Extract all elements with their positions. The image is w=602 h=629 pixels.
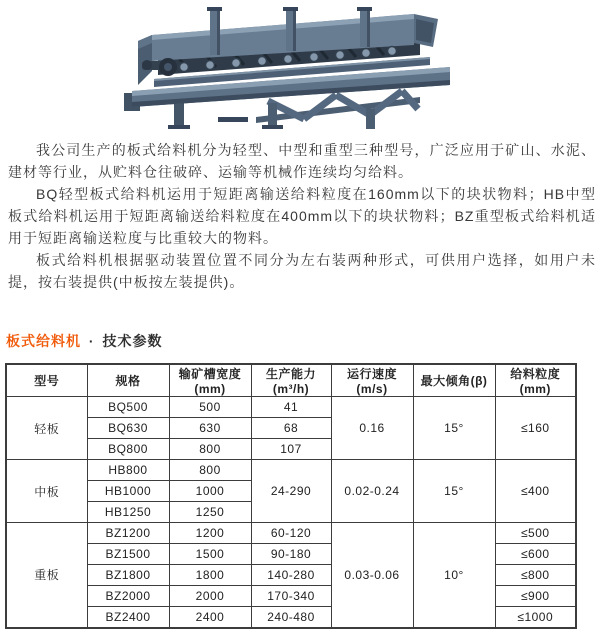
width-cell: 800 bbox=[169, 460, 251, 481]
particle-cell: ≤600 bbox=[495, 544, 576, 565]
header-max-angle: 最大倾角(β) bbox=[413, 364, 495, 397]
plate-feeder-machine-illustration bbox=[118, 5, 458, 131]
table-row bbox=[6, 397, 576, 418]
width-cell: 1500 bbox=[169, 544, 251, 565]
header-particle-size: 给料粒度(mm) bbox=[495, 364, 576, 397]
header-trough-width: 输矿槽宽度(mm) bbox=[169, 364, 251, 397]
width-cell: 1200 bbox=[169, 523, 251, 544]
header-model-type: 型号 bbox=[6, 364, 87, 397]
spec-cell: HB800 bbox=[87, 460, 169, 481]
spec-cell: BZ2400 bbox=[87, 607, 169, 628]
width-cell: 1800 bbox=[169, 565, 251, 586]
spec-cell: BQ800 bbox=[87, 439, 169, 460]
section-title bbox=[6, 331, 162, 351]
width-cell: 2000 bbox=[169, 586, 251, 607]
table-row bbox=[6, 523, 576, 544]
capacity-cell: 170-340 bbox=[251, 586, 331, 607]
model-usage-paragraph: BQ轻型板式给料机运用于短距离输送给料粒度在160mm以下的块状物料；HB中型板式给料机运用于短距离输送给料粒度在400mm以下的块状物料；BZ重型板式给料机适用于短距离输送粒度与比重较大的物料。 bbox=[8, 186, 596, 246]
spec-cell: BQ500 bbox=[87, 397, 169, 418]
width-cell: 2400 bbox=[169, 607, 251, 628]
particle-cell: ≤400 bbox=[495, 460, 576, 523]
type-cell: 轻板 bbox=[6, 397, 87, 460]
intro-paragraph: 我公司生产的板式给料机分为轻型、中型和重型三种型号，广泛应用于矿山、水泥、建材等行业，从贮料仓往破碎、运输等机械作连续均匀给料。 bbox=[8, 142, 596, 180]
section-title-suffix: 技术参数 bbox=[102, 333, 163, 349]
spec-cell: BZ1200 bbox=[87, 523, 169, 544]
spec-cell: BZ2000 bbox=[87, 586, 169, 607]
spec-cell: BZ1500 bbox=[87, 544, 169, 565]
header-capacity: 生产能力(m³/h) bbox=[251, 364, 331, 397]
type-cell: 重板 bbox=[6, 523, 87, 628]
particle-cell: ≤160 bbox=[495, 397, 576, 460]
header-speed: 运行速度(m/s) bbox=[331, 364, 413, 397]
table-header-row bbox=[6, 364, 576, 397]
width-cell: 500 bbox=[169, 397, 251, 418]
spec-cell: HB1250 bbox=[87, 502, 169, 523]
angle-cell: 15° bbox=[413, 397, 495, 460]
product-photo bbox=[118, 5, 458, 131]
capacity-cell: 68 bbox=[251, 418, 331, 439]
description-text bbox=[8, 139, 596, 293]
particle-cell: ≤500 bbox=[495, 523, 576, 544]
width-cell: 630 bbox=[169, 418, 251, 439]
header-spec: 规格 bbox=[87, 364, 169, 397]
speed-cell: 0.16 bbox=[331, 397, 413, 460]
particle-cell: ≤900 bbox=[495, 586, 576, 607]
capacity-cell: 107 bbox=[251, 439, 331, 460]
speed-cell: 0.03-0.06 bbox=[331, 523, 413, 628]
section-title-product: 板式给料机 bbox=[6, 333, 81, 349]
angle-cell: 15° bbox=[413, 460, 495, 523]
capacity-cell: 140-280 bbox=[251, 565, 331, 586]
spec-cell: HB1000 bbox=[87, 481, 169, 502]
particle-cell: ≤1000 bbox=[495, 607, 576, 628]
capacity-cell: 24-290 bbox=[251, 460, 331, 523]
capacity-cell: 240-480 bbox=[251, 607, 331, 628]
spec-cell: BZ1800 bbox=[87, 565, 169, 586]
width-cell: 1250 bbox=[169, 502, 251, 523]
capacity-cell: 60-120 bbox=[251, 523, 331, 544]
particle-cell: ≤800 bbox=[495, 565, 576, 586]
drive-position-paragraph: 板式给料机根据驱动装置位置不同分为左右装两种形式，可供用户选择，如用户未提，按右装提供(中板按左装提供)。 bbox=[8, 252, 596, 290]
table-row bbox=[6, 460, 576, 481]
width-cell: 1000 bbox=[169, 481, 251, 502]
spec-cell: BQ630 bbox=[87, 418, 169, 439]
capacity-cell: 90-180 bbox=[251, 544, 331, 565]
section-title-separator: · bbox=[88, 333, 95, 349]
angle-cell: 10° bbox=[413, 523, 495, 628]
width-cell: 800 bbox=[169, 439, 251, 460]
capacity-cell: 41 bbox=[251, 397, 331, 418]
type-cell: 中板 bbox=[6, 460, 87, 523]
speed-cell: 0.02-0.24 bbox=[331, 460, 413, 523]
tech-params-table bbox=[5, 363, 577, 629]
